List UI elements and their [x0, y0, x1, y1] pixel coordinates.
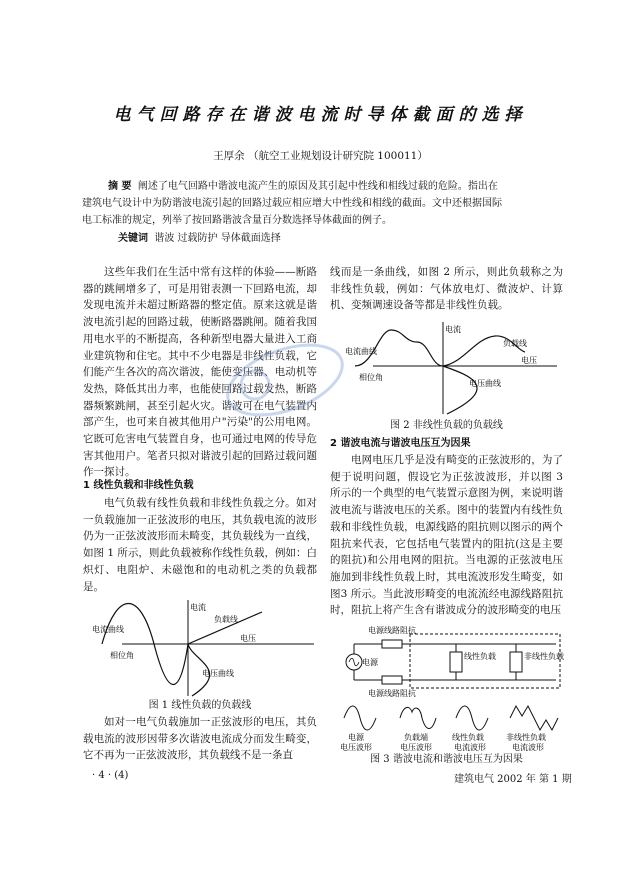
text-line: 这些年我们在生活中常有这样的体验——断	[104, 266, 307, 278]
text-line: 电流与谐波电压的关系。图中的装置内有线性负载	[330, 504, 564, 533]
keywords	[118, 229, 281, 244]
text-line: 阻抗)和公用电网的阻抗。当电源的正弦波电压施	[330, 554, 563, 583]
article-title: 电气回路存在谐波电流时导体截面的选择	[113, 105, 528, 125]
text-line: 发现电流并未超过断路器的整定值。原来这就是谐	[83, 299, 317, 312]
right-para-1	[330, 264, 563, 314]
text-line: 便于说明问题，假设它为正弦波波形，并以图 3 所	[330, 470, 563, 500]
journal-info: 建筑电气 2002 年 第 1 期	[454, 774, 572, 785]
fig3-w2-label: 负载端	[404, 733, 428, 742]
fig3-linear-current-waveform	[456, 706, 488, 730]
fig3-impedance-top	[382, 640, 402, 648]
fig1-label-load-line: 负载线	[214, 615, 238, 624]
text-line: 抗来代表，它包括电气装置内的阻抗(这是主要的	[330, 537, 563, 567]
abstract	[82, 178, 567, 229]
keywords-label: 关键词	[118, 233, 148, 244]
page-number: · 4 · (4)	[92, 770, 129, 781]
fig2-voltage-curve	[443, 366, 477, 414]
abstract-line: 阐述了电气回路中谐波电流产生的原因及其引起中性线和相线过载的危险。指出在	[137, 181, 498, 192]
text-line: 线，如图 1 所示，则此负载被称作线性负载，例	[83, 530, 318, 560]
figure-3	[338, 622, 570, 752]
fig2-label-current-curve: 电流曲线	[345, 347, 377, 356]
figure-2-caption: 图 2 非线性负载的负载线	[390, 420, 503, 431]
text-line: 如：白炽灯、电阻炉、未磁饱和的电动机之类的负	[83, 547, 317, 576]
text-line: 电网电压几乎是没有畸变的正弦波形的，为了	[351, 454, 563, 466]
text-line: 网。它既可危害电气装置自身，也可通过电网的传	[83, 416, 317, 446]
fig3-label-source: 电源	[362, 658, 378, 667]
keywords-text: 谐波 过载防护 导体截面选择	[154, 233, 281, 244]
author-line: 王厚余 （航空工业规划设计研究院 100011）	[213, 150, 428, 162]
fig3-load-voltage-waveform	[400, 707, 436, 728]
abstract-line: 电工标准的规定，列举了按回路谐波含量百分数选择导体截面的例子。	[82, 215, 392, 226]
text-line: 如对一电气负载施加一正弦波形的电压，其	[104, 716, 307, 728]
section-1-heading: 1 线性负载和非线性负载	[83, 480, 194, 491]
text-line: 示的一个典型的电气装置示意图为例，来说明谐波	[330, 487, 564, 517]
figure-1-caption: 图 1 线性负载的负载线	[148, 700, 252, 711]
watermark-logo	[185, 325, 385, 435]
text-line: 内部产生，也可来自被其他用户"污染"的公用电	[83, 399, 317, 429]
fig3-label-impedance-bottom: 电源线路阻抗	[368, 689, 416, 698]
abstract-line: 建筑电气设计中为防谐波电流引起的回路过载应相应增大中性线和相线的截面。文中还根据国际	[82, 198, 502, 209]
right-para-2	[330, 452, 563, 619]
text-line: 导危害其他用户。笔者只拟对谐波引起的回路过载	[83, 433, 318, 462]
text-line: 路器的跳闸增多了，可是用钳表测一下回路电流，却	[83, 266, 317, 295]
left-para-2	[83, 495, 317, 595]
fig1-label-phase-angle: 相位角	[110, 651, 134, 660]
fig3-impedance-bottom	[382, 676, 402, 684]
text-line: 一负载施加一正弦波形的电压，其负载电流的波	[83, 513, 307, 526]
left-para-3	[83, 714, 317, 764]
text-line: 它们能产生各次的高次谐波，能使变压器、电动机	[83, 349, 317, 379]
fig3-label-nonlinear-load: 非线性负载	[524, 652, 564, 661]
text-line: 线而是一条曲线，如图 2 所示，则此负载称之为非	[330, 266, 563, 295]
fig3-linear-load	[450, 652, 462, 672]
fig3-w3-label: 线性负载	[452, 733, 484, 742]
fig3-source-voltage-waveform	[344, 706, 376, 730]
fig1-label-current-axis: 电流	[190, 603, 206, 612]
text-line: 用电水平的不断提高，各种新型电器大量进入工商	[83, 332, 317, 345]
fig3-w1-label: 电压波形	[340, 743, 372, 752]
text-line: 负载电流的波形因带多次谐波电流成分而发生畸	[83, 716, 317, 745]
fig3-w4-label: 非线性负载	[506, 733, 546, 742]
fig3-w4-label: 电流波形	[512, 743, 544, 752]
fig2-label-phase-angle: 相位角	[359, 373, 383, 382]
text-line: 形仍为一正弦波波形而未畸变，其负载线为一直	[83, 513, 317, 543]
abstract-label: 摘 要	[108, 181, 132, 192]
fig3-w3-label: 电流波形	[454, 743, 486, 752]
fig3-nonlinear-current-waveform	[510, 706, 558, 730]
fig3-nonlinear-load	[510, 652, 522, 672]
text-line: 加到非线性负载上时，其电流波形发生畸变，如图	[330, 570, 564, 600]
text-line: 线性负载，例如：气体放电灯、微波炉、计算机、	[330, 282, 563, 312]
text-line: 和非线性负载，电源线路的阻抗则以图示的两个阻	[330, 520, 564, 550]
fig3-source-wave	[349, 658, 359, 666]
text-line: 电气负载有线性负载和非线性负载之分。如对	[104, 497, 317, 509]
text-line: 等发热，降低其出力率，也能使回路过载发热，断	[83, 366, 317, 395]
text-line: 变，它不再为一正弦波波形，其负载线不是一条直	[83, 732, 318, 762]
text-line: 3 所示。当此波形畸变的电流流经电源线路阻抗	[340, 587, 563, 600]
fig1-label-current-curve: 电流曲线	[92, 625, 124, 634]
text-line: 波电流引起的回路过载，使断路器跳闸。随着我国	[83, 316, 317, 329]
text-line: 时，阻抗上将产生含有谐波成分的波形畸变的电压	[330, 604, 561, 617]
fig2-label-voltage-curve: 电压曲线	[469, 379, 501, 388]
text-line: 载都是。	[83, 563, 318, 593]
fig3-label-impedance-top: 电源线路阻抗	[368, 626, 416, 635]
fig2-label-voltage: 电压	[521, 356, 537, 365]
text-line: 变频调速设备等都是非线性负载。	[351, 299, 509, 312]
figure-3-caption: 图 3 谐波电流和谐波电压互为因果	[370, 754, 523, 765]
fig3-w1-label: 电源	[348, 733, 364, 742]
fig1-label-voltage: 电压	[240, 634, 256, 643]
figure-1	[92, 598, 316, 698]
text-line: 问题作一探讨。	[83, 449, 318, 479]
fig3-w2-label: 电压波形	[400, 743, 432, 752]
text-line: 业建筑物和住宅。其中不少电器是非线性负载，	[83, 349, 307, 362]
section-2-heading: 2 谐波电流与谐波电压互为因果	[330, 438, 471, 449]
text-line: 路器频繁跳闸，甚至引起火灾。谐波可在电气装置	[83, 382, 317, 412]
fig3-label-linear-load: 线性负载	[464, 652, 496, 661]
fig2-label-load-line: 负载线	[503, 339, 527, 348]
fig1-label-voltage-curve: 电压曲线	[202, 669, 234, 678]
fig2-label-current-axis: 电流	[445, 325, 461, 334]
